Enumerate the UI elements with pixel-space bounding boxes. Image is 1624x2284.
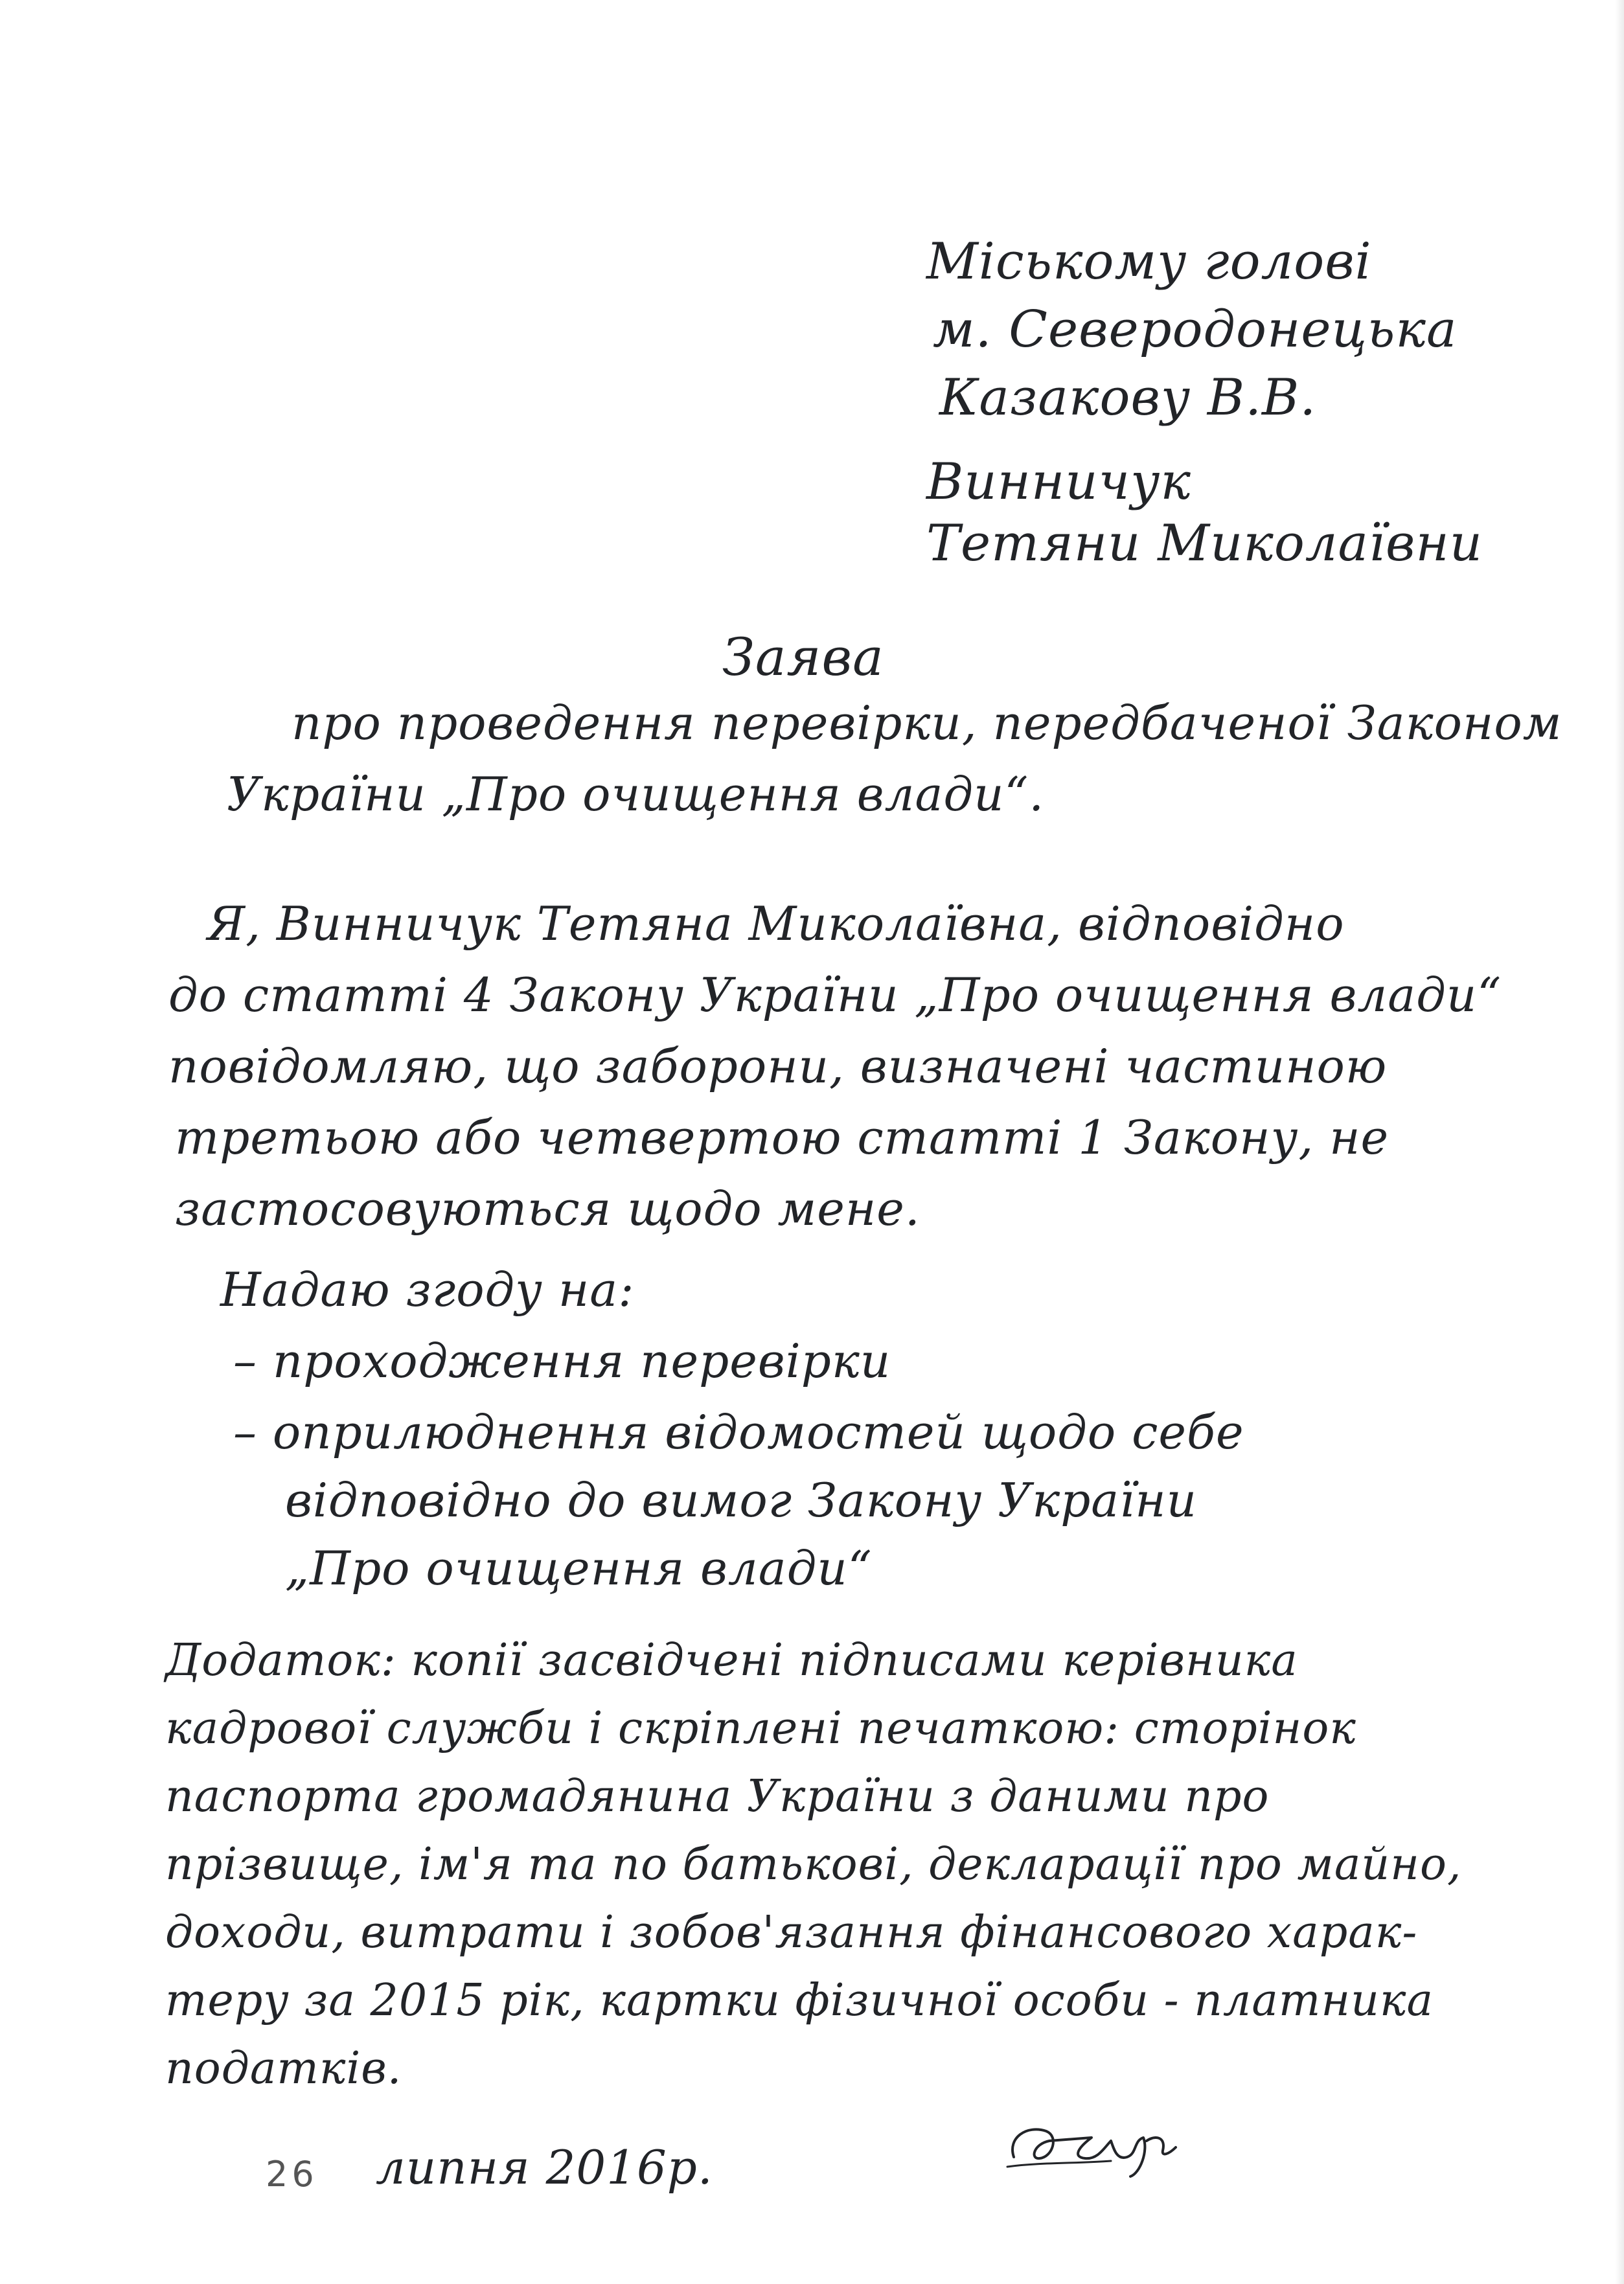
attachment-line-5: доходи, витрати і зобов'язання фінансового харак- xyxy=(165,1907,1418,1958)
consent-item-2-line-1: – оприлюднення відомостей щодо себе xyxy=(233,1405,1244,1459)
document-subtitle-line-2: України „Про очищення влади“. xyxy=(227,767,1045,821)
statement-line-5: застосовуються щодо мене. xyxy=(175,1182,921,1236)
consent-item-2-line-3: „Про очищення влади“ xyxy=(285,1541,873,1595)
document-title: Заява xyxy=(722,627,884,687)
recipient-line-2: м. Северодонецька xyxy=(933,301,1458,359)
sender-line-2: Тетяни Миколаївни xyxy=(926,514,1483,573)
recipient-line-3: Казакову В.В. xyxy=(939,369,1317,427)
sender-line-1: Винничук xyxy=(926,453,1191,511)
date-month-year: липня 2016р. xyxy=(376,2140,713,2195)
consent-item-2-line-2: відповідно до вимог Закону України xyxy=(285,1473,1198,1527)
statement-line-1: Я, Винничук Тетяна Миколаївна, відповідно xyxy=(207,896,1345,951)
consent-heading: Надаю згоду на: xyxy=(220,1262,635,1317)
attachment-line-6: теру за 2015 рік, картки фізичної особи - платника xyxy=(165,1975,1434,2026)
statement-line-2: до статті 4 Закону України „Про очищення влади“ xyxy=(168,968,1502,1022)
attachment-line-3: паспорта громадянина України з даними про xyxy=(165,1771,1270,1822)
recipient-line-1: Міському голові xyxy=(926,233,1372,291)
page-edge-shadow xyxy=(1615,0,1624,2284)
document-subtitle-line-1: про проведення перевірки, передбаченої Законом xyxy=(292,696,1562,750)
signature-mark xyxy=(1001,2112,1208,2183)
statement-line-4: третьою або четвертою статті 1 Закону, не xyxy=(175,1110,1390,1165)
consent-item-1: – проходження перевірки xyxy=(233,1334,891,1388)
attachment-line-1: Додаток: копії засвідчені підписами керівника xyxy=(165,1635,1298,1686)
attachment-line-2: кадрової служби і скріплені печаткою: сторінок xyxy=(165,1703,1356,1754)
date-day: 26 xyxy=(266,2154,318,2195)
attachment-line-7: податків. xyxy=(165,2043,402,2094)
statement-line-3: повідомляю, що заборони, визначені частиною xyxy=(168,1039,1388,1093)
attachment-line-4: прізвище, ім'я та по батькові, декларації про майно, xyxy=(165,1839,1462,1890)
